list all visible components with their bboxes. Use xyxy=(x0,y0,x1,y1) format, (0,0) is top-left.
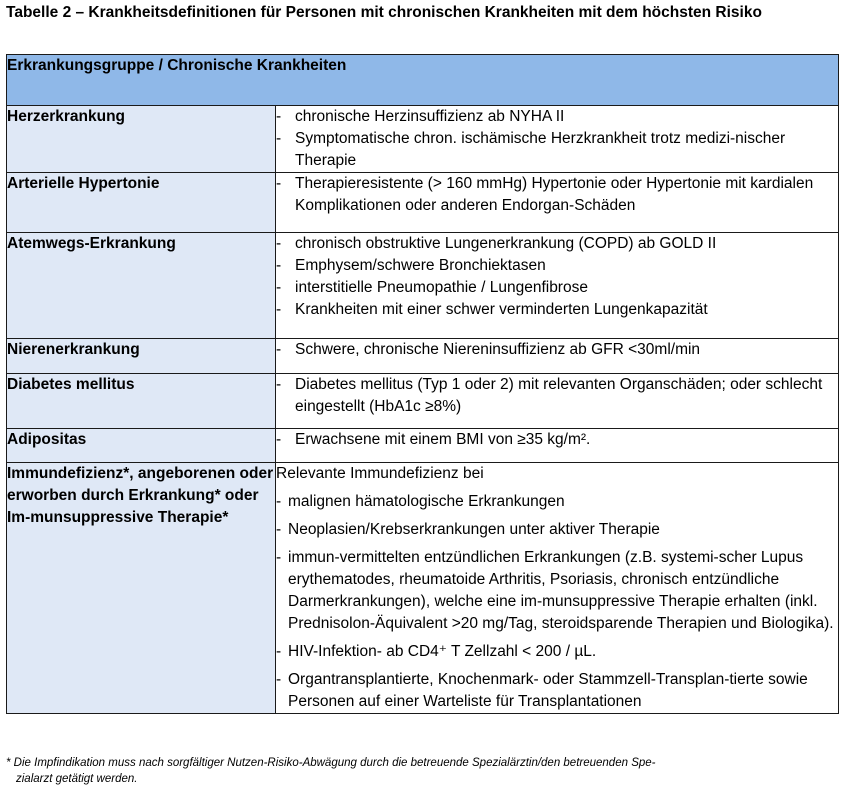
list-item: - Erwachsene mit einem BMI von ≥35 kg/m². xyxy=(276,429,838,451)
list-item: - malignen hämatologische Erkrankungen xyxy=(276,491,838,513)
category-diabetes: Diabetes mellitus xyxy=(7,374,276,429)
category-immundefizienz: Immundefizienz*, angeborenen oder erworben durch Erkrankung* oder Im-munsuppressive Therapie* xyxy=(7,463,276,714)
risk-table xyxy=(6,54,839,714)
list-item: - chronisch obstruktive Lungenerkrankung (COPD) ab GOLD II xyxy=(276,233,838,255)
list-item: - Organtransplantierte, Knochenmark- oder Stammzell-Transplan-tierte sowie Personen auf einer Warteliste für Transplantationen xyxy=(276,669,838,713)
table-row xyxy=(7,374,839,429)
detail-cell xyxy=(276,463,839,714)
detail-cell xyxy=(276,173,839,233)
list-item: - Diabetes mellitus (Typ 1 oder 2) mit relevanten Organschäden; oder schlecht eingestellt (HbA1c ≥8%) xyxy=(276,374,838,418)
list-item: - HIV-Infektion- ab CD4⁺ T Zellzahl < 200 / µL. xyxy=(276,641,838,663)
table-row xyxy=(7,463,839,714)
list-item: - Therapieresistente (> 160 mmHg) Hypertonie oder Hypertonie mit kardialen Komplikationen oder anderen Endorgan-Schäden xyxy=(276,173,838,217)
detail-cell xyxy=(276,339,839,374)
category-hypertonie: Arterielle Hypertonie xyxy=(7,173,276,233)
table-row xyxy=(7,233,839,339)
detail-cell xyxy=(276,374,839,429)
list-item: - Schwere, chronische Niereninsuffizienz ab GFR <30ml/min xyxy=(276,339,838,361)
list-item: - interstitielle Pneumopathie / Lungenfibrose xyxy=(276,277,838,299)
list-item: - Krankheiten mit einer schwer verminderten Lungenkapazität xyxy=(276,299,838,321)
list-item: - Neoplasien/Krebserkrankungen unter aktiver Therapie xyxy=(276,519,838,541)
immune-intro: Relevante Immundefizienz bei xyxy=(276,465,484,482)
table-title: Tabelle 2 – Krankheitsdefinitionen für Personen mit chronischen Krankheiten mit dem höchsten Risiko xyxy=(6,4,762,21)
table-row xyxy=(7,106,839,173)
detail-cell xyxy=(276,233,839,339)
table-row xyxy=(7,429,839,463)
footnote xyxy=(6,755,842,787)
detail-cell xyxy=(276,106,839,173)
category-herzerkrankung: Herzerkrankung xyxy=(7,106,276,173)
category-adipositas: Adipositas xyxy=(7,429,276,463)
detail-cell xyxy=(276,429,839,463)
table-row xyxy=(7,339,839,374)
category-nieren: Nierenerkrankung xyxy=(7,339,276,374)
table-header: Erkrankungsgruppe / Chronische Krankheiten xyxy=(7,55,839,106)
list-item: - Emphysem/schwere Bronchiektasen xyxy=(276,255,838,277)
table-row xyxy=(7,173,839,233)
category-atemwegs: Atemwegs-Erkrankung xyxy=(7,233,276,339)
footnote-line-1: * Die Impfindikation muss nach sorgfältiger Nutzen-Risiko-Abwägung durch die betreuende Spezialärztin/den betreuenden Spe- xyxy=(6,757,656,769)
table-header-row xyxy=(7,55,839,106)
list-item: - chronische Herzinsuffizienz ab NYHA II xyxy=(276,106,838,128)
list-item: - Symptomatische chron. ischämische Herzkrankheit trotz medizi-nischer Therapie xyxy=(276,128,838,172)
list-item: - immun-vermittelten entzündlichen Erkrankungen (z.B. systemi-scher Lupus erythematodes, rheumatoide Arthritis, Psoriasis, chronisch entzündliche Darmerkrankungen), welche eine im-munsuppressive Therapie erhalten (inkl. Prednisolon-Äquivalent >20 mg/Tag, steroidsparende Therapien und Biologika). xyxy=(276,547,838,635)
footnote-line-2: zialarzt getätigt werden. xyxy=(16,773,138,785)
